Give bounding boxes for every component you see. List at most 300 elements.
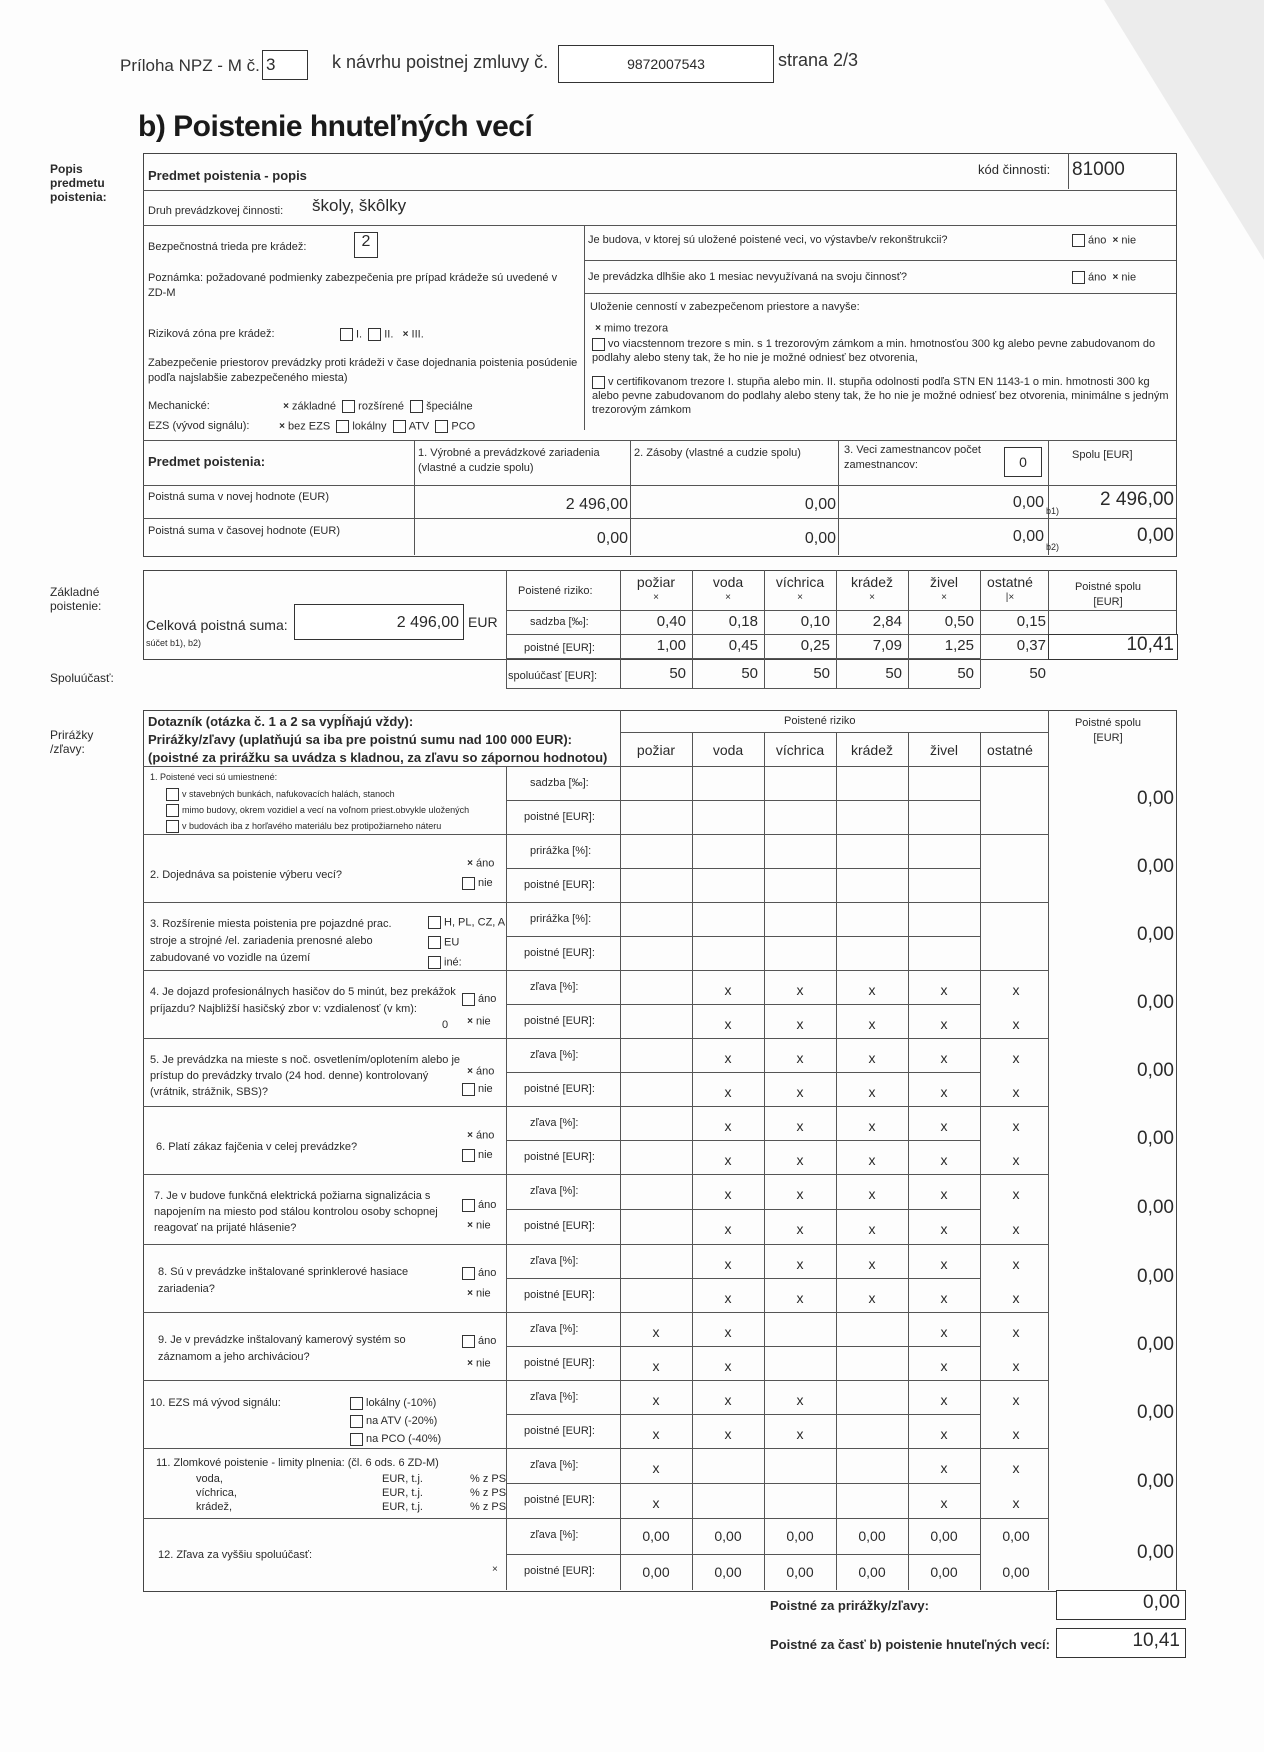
row-3-x-1-1: x — [724, 1016, 732, 1032]
q7-ano[interactable]: áno — [462, 1198, 496, 1213]
basic-cell-1-3[interactable]: 7,09 — [872, 637, 902, 654]
kod-value[interactable]: 81000 — [1072, 159, 1125, 180]
row-2-label1: prirážka [%]: — [530, 913, 592, 925]
row-9-label1: zľava [%]: — [530, 1391, 579, 1403]
q11-unit-1: EUR, t.j. — [382, 1473, 423, 1485]
prevadzka-options[interactable]: áno × nie — [1072, 270, 1136, 285]
row-sep-3 — [506, 1004, 980, 1005]
row-12-zero-5-0[interactable]: 0,00 — [1002, 1528, 1030, 1544]
row-10-label1: zľava [%]: — [530, 1459, 579, 1471]
row-4-label2: poistné [EUR]: — [524, 1083, 595, 1095]
ezs-label: EZS (vývod signálu): — [148, 420, 250, 432]
q12-check[interactable]: × — [492, 1564, 498, 1575]
q-budova: Je budova, v ktorej sú uložené poistené veci, vo výstavbe/v rekonštrukcii? — [588, 234, 948, 246]
row-5-result[interactable]: 0,00 — [1137, 1128, 1174, 1149]
sadzba-label: sadzba [‰]: — [530, 616, 589, 628]
zabezpecenie-text: Zabezpečenie priestorov prevádzky proti krádeži v čase dojednania poistenia posúdenie podľa najslabšie zabezpečeného miesta) — [148, 357, 578, 384]
budova-ano-checkbox[interactable] — [1072, 234, 1085, 247]
row-9-x-1-1: x — [724, 1426, 732, 1442]
row-line-10 — [143, 1518, 1048, 1519]
basic-cell-0-0[interactable]: 0,40 — [656, 613, 686, 630]
row-9-label2: poistné [EUR]: — [524, 1425, 595, 1437]
row-3-x-4-0: x — [940, 982, 948, 998]
row-6-x-1-0: x — [724, 1186, 732, 1202]
chk-ostatne[interactable]: |× — [1005, 592, 1015, 603]
q4-nie[interactable]: × nie — [467, 1015, 491, 1028]
q-prevadzka: Je prevádzka dlhšie ako 1 mesiac nevyužívaná na svoju činnosť? — [588, 271, 908, 283]
chk-poziar[interactable]: × — [653, 592, 659, 603]
q5-nie[interactable]: nie — [462, 1082, 493, 1097]
row-sep-1 — [506, 868, 980, 869]
budova-nie-check[interactable]: × — [1112, 235, 1119, 246]
navrh-label: k návrhu poistnej zmluvy č. — [332, 52, 549, 72]
mech-label: Mechanické: — [148, 400, 210, 412]
basic-col-poziar: požiar — [636, 574, 676, 590]
viacstenny-trezor[interactable]: vo viacstennom trezore s min. s 1 trezorovým zámkom a min. hmotnosťou 300 kg alebo pevne zabudovanom do podlahy alebo steny tak, že ho nie je možné odniesť bez otvorenia, — [592, 338, 1156, 364]
side-prirazky: Prirážky /zľavy: — [50, 728, 94, 756]
row-12-zero-3-1[interactable]: 0,00 — [858, 1564, 886, 1580]
q9-ano[interactable]: áno — [462, 1334, 496, 1349]
basic-cell-1-4[interactable]: 1,25 — [944, 637, 974, 654]
row-3-x-1-0: x — [724, 982, 732, 998]
row-9-x-0-0: x — [652, 1392, 660, 1408]
row-7-label1: zľava [%]: — [530, 1255, 579, 1267]
side-spoluucast: Spoluúčasť: — [50, 671, 114, 685]
row-3-x-3-1: x — [868, 1016, 876, 1032]
sums-col2: 2. Zásoby (vlastné a cudzie spolu) — [634, 447, 801, 459]
row-9-x-5-0: x — [1012, 1392, 1020, 1408]
bezp-value[interactable]: 2 — [354, 232, 378, 258]
row-10-x-5-1: x — [1012, 1495, 1020, 1511]
row-5-x-2-1: x — [796, 1152, 804, 1168]
q11-voda: voda, — [196, 1473, 223, 1485]
row-8-x-4-0: x — [940, 1324, 948, 1340]
basic-cell-0-5[interactable]: 0,15 — [1016, 613, 1046, 630]
row-3-x-2-1: x — [796, 1016, 804, 1032]
row-6-x-5-0: x — [1012, 1186, 1020, 1202]
row-7-x-4-1: x — [940, 1290, 948, 1306]
q4-text: 4. Je dojazd profesionálnych hasičov do 5 minút, bez prekážok príjazdu? Najbližší hasičský zbor v: vzdialenosť (v km): — [150, 986, 456, 1015]
q6-ano[interactable]: × áno — [467, 1129, 495, 1142]
r2-c2[interactable]: 0,00 — [804, 530, 836, 547]
row-11-result[interactable]: 0,00 — [1137, 1542, 1174, 1563]
row-9-x-2-1: x — [796, 1426, 804, 1442]
row-9-result[interactable]: 0,00 — [1137, 1402, 1174, 1423]
prirazky-total[interactable]: 0,00 — [1143, 1592, 1180, 1613]
row-6-label2: poistné [EUR]: — [524, 1220, 595, 1232]
basic-riziko: Poistené riziko: — [518, 585, 593, 597]
row-0-label1: sadzba [‰]: — [530, 777, 589, 789]
row-12-zero-0-1[interactable]: 0,00 — [642, 1564, 670, 1580]
basic-spolu: Poistné spolu [EUR] — [1074, 581, 1142, 608]
sums-r2-label: Poistná suma v časovej hodnote (EUR) — [148, 525, 340, 537]
dz-col-zivel: živel — [929, 742, 958, 758]
row-9-x-2-0: x — [796, 1392, 804, 1408]
row-12-zero-0-0[interactable]: 0,00 — [642, 1528, 670, 1544]
row-sep-8 — [506, 1346, 980, 1347]
q4-km[interactable]: 0 — [442, 1019, 449, 1031]
prevadzka-nie-check[interactable]: × — [1112, 272, 1119, 283]
row-7-x-1-0: x — [724, 1256, 732, 1272]
row-7-label2: poistné [EUR]: — [524, 1289, 595, 1301]
row-sep-6 — [506, 1209, 980, 1210]
row-10-label2: poistné [EUR]: — [524, 1494, 595, 1506]
row-sep-10 — [506, 1483, 980, 1484]
b2-label: b2) — [1046, 542, 1060, 552]
zona-options[interactable]: I. II. × III. — [340, 327, 424, 342]
row-line-8 — [143, 1380, 1048, 1381]
row-12-zero-2-0[interactable]: 0,00 — [786, 1528, 814, 1544]
row-5-x-4-1: x — [940, 1152, 948, 1168]
row-3-x-5-0: x — [1012, 982, 1020, 998]
q9-nie[interactable]: × nie — [467, 1357, 491, 1370]
side-zakladne: Základné poistenie: — [50, 585, 102, 613]
row-10-x-4-0: x — [940, 1460, 948, 1476]
row-6-label1: zľava [%]: — [530, 1185, 579, 1197]
row-8-label2: poistné [EUR]: — [524, 1357, 595, 1369]
row-3-x-2-0: x — [796, 982, 804, 998]
dz-col-voda: voda — [712, 742, 744, 758]
zmluva-number[interactable]: 9872007543 — [558, 45, 774, 83]
dotaznik-spolu: Poistné spolu [EUR] — [1074, 717, 1142, 744]
row-12-zero-2-1[interactable]: 0,00 — [786, 1564, 814, 1580]
q10-text: 10. EZS má vývod signálu: — [150, 1397, 281, 1409]
celk-sucet: súčet b1), b2) — [146, 638, 202, 648]
mech-options[interactable]: × základné rozšírené špeciálne — [283, 400, 473, 413]
row-line-7 — [143, 1312, 1048, 1313]
basic-cell-0-1[interactable]: 0,18 — [728, 613, 758, 630]
cast-total-label: Poistné za časť b) poistenie hnuteľných vecí: — [770, 1637, 1050, 1652]
r1-c1[interactable]: 2 496,00 — [565, 496, 628, 513]
row-6-x-2-1: x — [796, 1221, 804, 1237]
q11-text: 11. Zlomkové poistenie - limity plnenia: (čl. 6 ods. 6 ZD-M) — [156, 1457, 439, 1469]
row-8-x-1-0: x — [724, 1324, 732, 1340]
row-10-x-0-0: x — [652, 1460, 660, 1476]
r1-spolu[interactable]: 2 496,00 — [1100, 489, 1174, 510]
q7-text: 7. Je v budove funkčná elektrická požiarna signalizácia s napojením na miesto pod stálou kontrolou osoby schopnej reagovať na prijaté hlásenie? — [154, 1190, 438, 1234]
row-7-x-3-0: x — [868, 1256, 876, 1272]
predmet-head: Predmet poistenia - popis — [148, 168, 307, 183]
q12-text: 12. Zľava za vyššiu spoluúčasť: — [158, 1549, 313, 1561]
dz-col-poziar: požiar — [636, 742, 676, 758]
r2-spolu[interactable]: 0,00 — [1137, 525, 1174, 546]
row-5-x-2-0: x — [796, 1118, 804, 1134]
q2-nie[interactable]: nie — [462, 876, 493, 891]
basic-cell-2-5[interactable]: 50 — [1029, 665, 1046, 682]
row-4-x-5-1: x — [1012, 1084, 1020, 1100]
row-sep-9 — [506, 1414, 980, 1415]
row-9-x-0-1: x — [652, 1426, 660, 1442]
q5-ano[interactable]: × áno — [467, 1065, 495, 1078]
side-popis: Popis predmetu poistenia: — [50, 162, 107, 204]
q3-opt-c[interactable]: iné: — [428, 956, 462, 969]
q1-opt-a[interactable]: v stavebných bunkách, nafukovacích halách, stanoch — [166, 788, 395, 801]
row-7-x-5-0: x — [1012, 1256, 1020, 1272]
basic-cell-1-0[interactable]: 1,00 — [656, 637, 686, 654]
row-9-x-5-1: x — [1012, 1426, 1020, 1442]
chk-zivel[interactable]: × — [941, 592, 947, 603]
row-3-x-4-1: x — [940, 1016, 948, 1032]
row-5-x-1-0: x — [724, 1118, 732, 1134]
row-4-x-4-0: x — [940, 1050, 948, 1066]
row-7-x-1-1: x — [724, 1290, 732, 1306]
cast-total[interactable]: 10,41 — [1132, 1630, 1180, 1651]
row-line-4 — [143, 1106, 1048, 1107]
row-4-x-1-0: x — [724, 1050, 732, 1066]
row-line-6 — [143, 1244, 1048, 1245]
q2-text: 2. Dojednáva sa poistenie výberu vecí? — [150, 869, 343, 881]
dotaznik-l2: Prirážky/zľavy (uplatňujú sa iba pre poistnú sumu nad 100 000 EUR): — [148, 732, 573, 747]
basic-cell-2-0[interactable]: 50 — [669, 665, 686, 682]
dotaznik-riziko: Poistené riziko — [784, 715, 856, 727]
q8-nie[interactable]: × nie — [467, 1287, 491, 1300]
certif-trezor[interactable]: v certifikovanom trezore I. stupňa alebo min. II. stupňa odolnosti podľa STN EN 1143-1 o min. hmotnosti 300 kg alebo pevne zabudovanom do podlahy alebo steny tak, že ho nie je možné odniesť bez otvorenia, minimálne s jedným trezorovým zámkom — [592, 376, 1169, 416]
q11-vichrica: víchrica, — [196, 1487, 237, 1499]
row-6-x-3-1: x — [868, 1221, 876, 1237]
row-4-x-1-1: x — [724, 1084, 732, 1100]
kod-label: kód činnosti: — [978, 162, 1051, 177]
row-5-label2: poistné [EUR]: — [524, 1151, 595, 1163]
row-4-result[interactable]: 0,00 — [1137, 1060, 1174, 1081]
basic-cell-2-3[interactable]: 50 — [885, 665, 902, 682]
row-6-x-2-0: x — [796, 1186, 804, 1202]
row-4-x-3-0: x — [868, 1050, 876, 1066]
basic-cell-1-2[interactable]: 0,25 — [800, 637, 830, 654]
poznamka: Poznámka: požadované podmienky zabezpečenia pre prípad krádeže sú uvedené v ZD-M — [148, 272, 558, 299]
row-1-label1: prirážka [%]: — [530, 845, 592, 857]
r2-c1[interactable]: 0,00 — [596, 530, 628, 547]
q10-opt-b[interactable]: na ATV (-20%) — [350, 1414, 437, 1429]
dz-col-kradez: krádež — [850, 742, 894, 758]
dotaznik-l1: Dotazník (otázka č. 1 a 2 sa vypĺňajú vždy): — [148, 714, 414, 729]
row-4-x-2-0: x — [796, 1050, 804, 1066]
q3-opt-a[interactable]: H, PL, CZ, A — [428, 916, 505, 929]
basic-col-voda: voda — [712, 574, 744, 590]
mimo-trezora[interactable]: × mimo trezora — [595, 322, 669, 335]
row-sep-5 — [506, 1140, 980, 1141]
row-sep-2 — [506, 936, 980, 937]
b1-label: b1) — [1046, 506, 1060, 516]
q10-opt-c[interactable]: na PCO (-40%) — [350, 1432, 441, 1447]
row-0-result[interactable]: 0,00 — [1137, 788, 1174, 809]
row-6-x-4-0: x — [940, 1186, 948, 1202]
q3-opt-b[interactable]: EU — [428, 936, 459, 949]
row-line-0 — [143, 834, 1048, 835]
dotaznik-l3: (poistné za prirážku sa uvádza s kladnou, za zľavu so zápornou hodnotou) — [148, 750, 608, 765]
pocet-zamestnancov[interactable]: 0 — [1004, 447, 1042, 477]
row-5-x-1-1: x — [724, 1152, 732, 1168]
row-8-x-5-1: x — [1012, 1358, 1020, 1374]
q1-opt-c[interactable]: v budovách iba z horľavého materiálu bez protipožiarneho náteru — [166, 820, 441, 833]
row-7-x-3-1: x — [868, 1290, 876, 1306]
row-6-result[interactable]: 0,00 — [1137, 1197, 1174, 1218]
prevadzka-ano-checkbox[interactable] — [1072, 271, 1085, 284]
row-10-x-0-1: x — [652, 1495, 660, 1511]
basic-col-zivel: živel — [929, 574, 958, 590]
row-4-label1: zľava [%]: — [530, 1049, 579, 1061]
row-10-x-4-1: x — [940, 1495, 948, 1511]
r1-c2[interactable]: 0,00 — [804, 496, 836, 513]
row-5-x-3-0: x — [868, 1118, 876, 1134]
q11-unit-2: EUR, t.j. — [382, 1487, 423, 1499]
page-indicator: strana 2/3 — [778, 50, 859, 70]
bezp-label: Bezpečnostná trieda pre krádež: — [148, 241, 307, 253]
chk-kradez[interactable]: × — [869, 592, 875, 603]
budova-options[interactable]: áno × nie — [1072, 233, 1136, 248]
row-8-x-4-1: x — [940, 1358, 948, 1374]
sums-r1-label: Poistná suma v novej hodnote (EUR) — [148, 491, 329, 503]
row-5-x-5-1: x — [1012, 1152, 1020, 1168]
row-9-x-4-0: x — [940, 1392, 948, 1408]
sums-col1: 1. Výrobné a prevádzkové zariadenia (vlastné a cudzie spolu) — [418, 447, 600, 474]
row-12-zero-4-1[interactable]: 0,00 — [930, 1564, 958, 1580]
row-8-x-1-1: x — [724, 1358, 732, 1374]
chk-vichrica[interactable]: × — [797, 592, 803, 603]
druh-label: Druh prevádzkovej činnosti: — [148, 205, 284, 217]
basic-col-vichrica: víchrica — [775, 574, 825, 590]
row-8-x-5-0: x — [1012, 1324, 1020, 1340]
spoluucast-label: spoluúčasť [EUR]: — [508, 670, 598, 682]
row-5-x-3-1: x — [868, 1152, 876, 1168]
q8-ano[interactable]: áno — [462, 1266, 496, 1281]
q6-text: 6. Platí zákaz fajčenia v celej prevádzke? — [156, 1141, 358, 1153]
row-4-x-2-1: x — [796, 1084, 804, 1100]
basic-cell-0-4[interactable]: 0,50 — [944, 613, 974, 630]
q1-text: 1. Poistené veci sú umiestnené: — [150, 772, 278, 782]
row-3-result[interactable]: 0,00 — [1137, 992, 1174, 1013]
chk-voda[interactable]: × — [725, 592, 731, 603]
row-6-x-3-0: x — [868, 1186, 876, 1202]
row-line-3 — [143, 1038, 1048, 1039]
section-title: b) Poistenie hnuteľných vecí — [138, 110, 533, 143]
row-9-x-1-0: x — [724, 1392, 732, 1408]
ulozenie-label: Uloženie cenností v zabezpečenom priestore a navyše: — [590, 301, 860, 313]
sums-spolu: Spolu [EUR] — [1072, 449, 1133, 461]
sums-head: Predmet poistenia: — [148, 454, 266, 469]
row-1-result[interactable]: 0,00 — [1137, 856, 1174, 877]
row-0-label2: poistné [EUR]: — [524, 811, 595, 823]
row-8-result[interactable]: 0,00 — [1137, 1334, 1174, 1355]
row-sep-11 — [506, 1554, 980, 1555]
celk-label: Celková poistná suma: — [146, 617, 288, 633]
basic-col-kradez: krádež — [850, 574, 894, 590]
row-sep-0 — [506, 800, 980, 801]
r2-c3[interactable]: 0,00 — [1012, 528, 1044, 545]
celk-eur: EUR — [468, 614, 498, 630]
basic-cell-1-1[interactable]: 0,45 — [728, 637, 758, 654]
row-8-x-0-1: x — [652, 1358, 660, 1374]
q10-opt-a[interactable]: lokálny (-10%) — [350, 1396, 436, 1411]
row-sep-7 — [506, 1278, 980, 1279]
basic-cell-0-3[interactable]: 2,84 — [872, 613, 902, 630]
q11-pct-3: % z PS — [470, 1501, 507, 1513]
row-7-x-2-0: x — [796, 1256, 804, 1272]
row-5-x-5-0: x — [1012, 1118, 1020, 1134]
row-line-5 — [143, 1174, 1048, 1175]
row-6-x-5-1: x — [1012, 1221, 1020, 1237]
celk-value[interactable]: 2 496,00 — [294, 604, 464, 640]
row-12-zero-4-0[interactable]: 0,00 — [930, 1528, 958, 1544]
row-7-x-2-1: x — [796, 1290, 804, 1306]
row-10-result[interactable]: 0,00 — [1137, 1471, 1174, 1492]
row-12-zero-1-0[interactable]: 0,00 — [714, 1528, 742, 1544]
druh-value[interactable]: školy, škôlky — [312, 196, 407, 215]
row-9-x-4-1: x — [940, 1426, 948, 1442]
ezs-options[interactable]: × bez EZS lokálny ATV PCO — [279, 420, 476, 433]
q4-ano[interactable]: áno — [462, 992, 496, 1007]
row-4-x-5-0: x — [1012, 1050, 1020, 1066]
row-8-x-0-0: x — [652, 1324, 660, 1340]
zona-label: Riziková zóna pre krádež: — [148, 328, 275, 340]
row-8-label1: zľava [%]: — [530, 1323, 579, 1335]
row-2-label2: poistné [EUR]: — [524, 947, 595, 959]
row-12-zero-1-1[interactable]: 0,00 — [714, 1564, 742, 1580]
row-7-x-4-0: x — [940, 1256, 948, 1272]
sums-col3: 3. Veci zamestnancov počet zamestnancov: — [844, 444, 981, 471]
row-12-zero-3-0[interactable]: 0,00 — [858, 1528, 886, 1544]
priloha-number[interactable]: 3 — [262, 50, 308, 80]
row-12-zero-5-1[interactable]: 0,00 — [1002, 1564, 1030, 1580]
basic-cell-1-5[interactable]: 0,37 — [1016, 637, 1046, 654]
row-3-label2: poistné [EUR]: — [524, 1015, 595, 1027]
q3-text: 3. Rozšírenie miesta poistenia pre pojazdné prac. stroje a strojné /el. zariadenia prenosné alebo zabudované vo vozidle na území — [150, 918, 392, 964]
row-5-label1: zľava [%]: — [530, 1117, 579, 1129]
basic-cell-2-2[interactable]: 50 — [813, 665, 830, 682]
q11-pct-2: % z PS — [470, 1487, 507, 1499]
basic-cell-0-2[interactable]: 0,10 — [800, 613, 830, 630]
basic-poistne-spolu[interactable]: 10,41 — [1126, 634, 1174, 655]
prirazky-total-label: Poistné za prirážky/zľavy: — [770, 1598, 929, 1613]
row-11-label2: poistné [EUR]: — [524, 1565, 595, 1577]
q7-nie[interactable]: × nie — [467, 1219, 491, 1232]
row-3-x-5-1: x — [1012, 1016, 1020, 1032]
basic-cell-2-4[interactable]: 50 — [957, 665, 974, 682]
q1-opt-b[interactable]: mimo budovy, okrem vozidiel a vecí na voľnom priest.obvykle uložených — [166, 804, 469, 817]
row-1-label2: poistné [EUR]: — [524, 879, 595, 891]
q2-ano[interactable]: × áno — [467, 857, 495, 870]
q9-text: 9. Je v prevádzke inštalovaný kamerový systém so záznamom a jeho archiváciou? — [158, 1334, 406, 1363]
row-3-x-3-0: x — [868, 982, 876, 998]
row-2-result[interactable]: 0,00 — [1137, 924, 1174, 945]
poistne-label: poistné [EUR]: — [524, 642, 595, 654]
row-10-x-5-0: x — [1012, 1460, 1020, 1476]
dz-col-ostatne: ostatné — [987, 742, 1033, 758]
row-7-result[interactable]: 0,00 — [1137, 1266, 1174, 1287]
q11-pct-1: % z PS — [470, 1473, 507, 1485]
row-6-x-1-1: x — [724, 1221, 732, 1237]
row-line-9 — [143, 1448, 1048, 1449]
basic-col-ostatne: ostatné — [987, 574, 1033, 590]
basic-cell-2-1[interactable]: 50 — [741, 665, 758, 682]
q11-kradez: krádež, — [196, 1501, 233, 1513]
row-5-x-4-0: x — [940, 1118, 948, 1134]
q11-unit-3: EUR, t.j. — [382, 1501, 423, 1513]
q6-nie[interactable]: nie — [462, 1148, 493, 1163]
row-3-label1: zľava [%]: — [530, 981, 579, 993]
dz-col-vichrica: víchrica — [775, 742, 825, 758]
row-sep-4 — [506, 1072, 980, 1073]
q8-text: 8. Sú v prevádzke inštalované sprinklerové hasiace zariadenia? — [158, 1266, 409, 1295]
row-4-x-3-1: x — [868, 1084, 876, 1100]
row-4-x-4-1: x — [940, 1084, 948, 1100]
row-6-x-4-1: x — [940, 1221, 948, 1237]
q5-text: 5. Je prevádzka na mieste s noč. osvetlením/oplotením alebo je prístup do prevádzky trvalo (24 hod. denne) kontrolovaný (vrátnik, strážnik, SBS)? — [150, 1054, 461, 1098]
row-line-2 — [143, 970, 1048, 971]
row-line-1 — [143, 902, 1048, 903]
row-11-label1: zľava [%]: — [530, 1529, 579, 1541]
r1-c3[interactable]: 0,00 — [1012, 494, 1044, 511]
priloha-label: Príloha NPZ - M č. — [120, 56, 260, 75]
